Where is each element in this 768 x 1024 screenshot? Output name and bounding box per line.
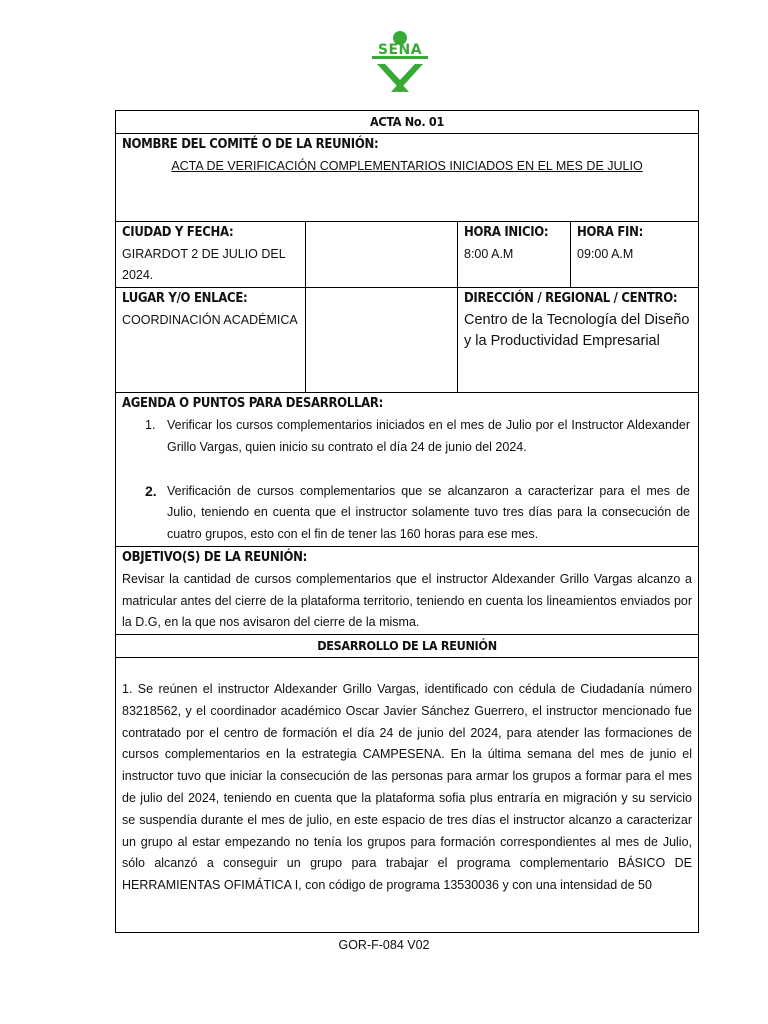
end-time-label: HORA FIN: [577,224,643,240]
agenda-item [122,415,692,459]
objective-value: Revisar la cantidad de cursos complementarios que el instructor Aldexander Grillo Vargas alcanzo a matricular antes del cierre de la plataforma territorio, teniendo en cuenta los lineamientos enviados por la D.G, en la que nos avisaron del cierre de la misma. [122,571,693,630]
acta-title: ACTA No. 01 [116,111,699,134]
start-time-label: HORA INICIO: [464,224,549,240]
end-time-value: 09:00 A.M [577,246,634,261]
sena-logo [367,30,433,94]
logo-text: SENA [377,42,423,58]
sena-logo-icon [367,30,433,94]
agenda-item-text: Verificación de cursos complementarios que se alcanzaron a caracterizar para el mes de Julio, teniendo en cuenta que el instructor solamente tuvo tres días para la consecución de cuatro grupos, esto con el fin de tener las 160 horas para ese mes. [167,483,691,542]
committee-value: ACTA DE VERIFICACIÓN COMPLEMENTARIOS INICIADOS EN EL MES DE JULIO [171,158,643,173]
city-date-value: GIRARDOT 2 DE JULIO DEL 2024. [122,246,286,283]
footer-code: GOR-F-084 V02 [338,938,430,952]
place-cell [116,288,306,393]
start-time-cell [458,221,571,287]
agenda-item-number: 2. [145,482,157,499]
place-label: LUGAR Y/O ENLACE: [122,291,248,307]
objective-label: OBJETIVO(S) DE LA REUNIÓN: [122,549,308,565]
agenda-item [122,481,692,546]
agenda-cell [116,393,699,547]
empty-cell-2 [306,288,458,393]
center-value: Centro de la Tecnología del Diseño y la Productividad Empresarial [464,311,690,349]
objective-cell [116,546,699,634]
center-label: DIRECCIÓN / REGIONAL / CENTRO: [464,291,678,307]
agenda-item-number: 1. [145,417,156,432]
committee-label: NOMBRE DEL COMITÉ O DE LA REUNIÓN: [122,136,379,152]
agenda-item-text: Verificar los cursos complementarios iniciados en el mes de Julio por el Instructor Aldexander Grillo Vargas, quien inicio su contrato el día 24 de junio del 2024. [167,417,691,454]
agenda-label: AGENDA O PUNTOS PARA DESARROLLAR: [122,396,383,412]
place-value: COORDINACIÓN ACADÉMICA [122,312,298,327]
center-cell [458,288,699,393]
empty-cell-1 [306,221,458,287]
end-time-cell [571,221,699,287]
start-time-value: 8:00 A.M [464,246,514,261]
city-date-label: CIUDAD Y FECHA: [122,224,234,240]
development-cell [116,657,699,932]
acta-table [115,110,699,933]
development-label: DESARROLLO DE LA REUNIÓN [116,635,699,658]
city-date-cell [116,221,306,287]
committee-cell [116,133,699,221]
development-value: 1. Se reúnen el instructor Aldexander Grillo Vargas, identificado con cédula de Ciudadanía número 83218562, y el coordinador académico Oscar Javier Sánchez Guerrero, el instructor mencionado fue contratado por el centro de formación el día 24 de junio del 2024, para atender las formaciones de cursos complementarios en la estrategia CAMPESENA. En la última semana del mes de junio el instructor tuvo que iniciar la consecución de las personas para armar los grupos a formar para el mes de julio del 2024, teniendo en cuenta que la plataforma sofia plus entraría en migración y su servicio se suspendía durante el mes de julio, en este espacio de tres días el instructor alcanzo a caracterizar un grupo al estar empezando no tenía los grupos para formación correspondientes al mes de Julio, sólo alcanzó a conseguir un grupo para trabajar el programa complementario BÁSICO DE HERRAMIENTAS OFIMÁTICA I, con código de programa 13530036 y con una intensidad de 50 [122,681,693,893]
development-clip [122,658,692,932]
